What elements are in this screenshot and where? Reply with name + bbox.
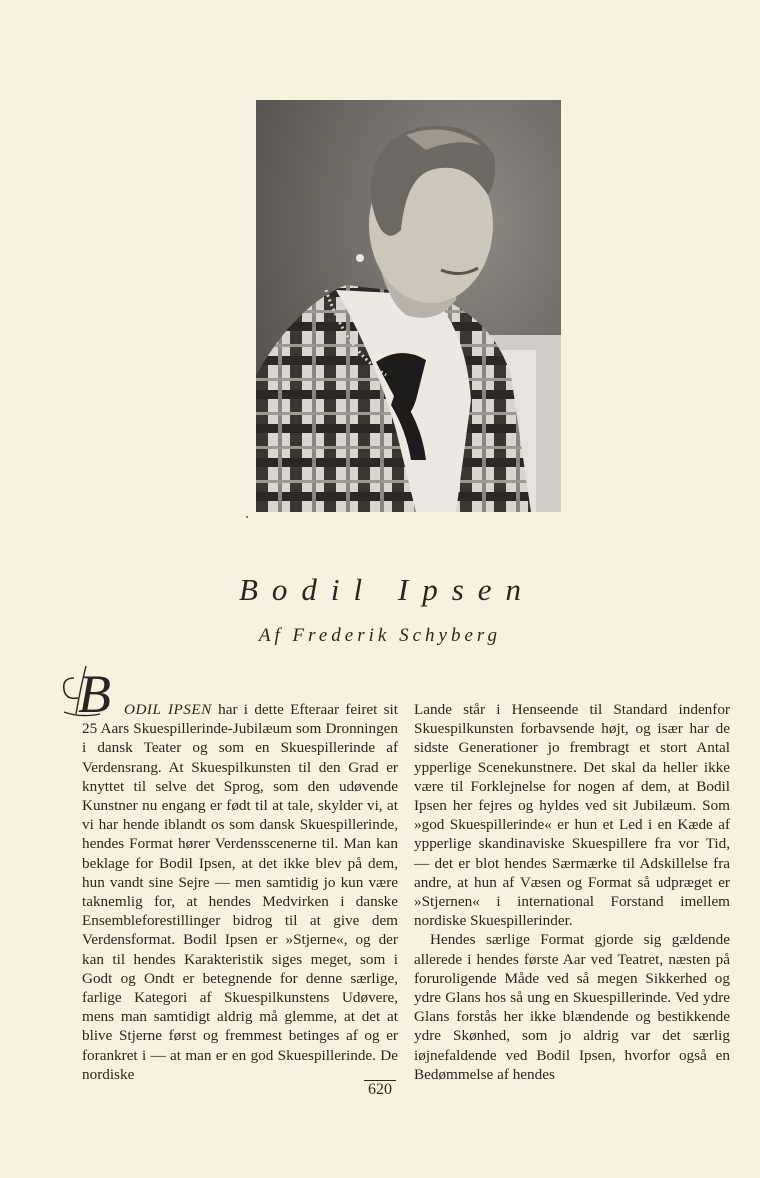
right-paragraph-2: Hendes særlige Format gjorde sig gældende allerede i hendes første Aar ved Teatret, næsten på foruroligende Måde ved så megen Sikkerhed og ydre Glans hos så ung en Skuespillerinde. Ved ydre Glans forstås her ikke blændende og bestikkende ydre Skønhed, som jo aldrig var det særlig iøjnefaldende ved Bodil Ipsen, hvorfor også en Bedømmelse af hendes: [414, 931, 730, 1083]
page-number: [0, 1080, 760, 1099]
drop-cap: [60, 660, 120, 718]
article-title: Bodil Ipsen: [238, 572, 536, 607]
lead-words: ODIL IPSEN: [124, 701, 212, 718]
left-column: [78, 664, 398, 1084]
right-column: [414, 700, 730, 1084]
portrait-photo: [256, 100, 561, 512]
drop-cap-letter: B: [78, 664, 111, 718]
body-paragraph: [78, 664, 398, 1084]
article-byline: Af Frederik Schyberg: [258, 625, 502, 646]
left-paragraph-text: har i dette Efteraar feiret sit 25 Aars Skuespillerinde-Jubilæum som Dronningen i dansk Teater og som en Skuespillerinde af Verdensrang. At Skuespilkunsten til den Grad er knyttet til selve det Sprog, som den udøvende Kunstner nu engang er født til at tale, skylder vi, at vi har hende iblandt os som dansk Skuespillerinde, hendes Format hører Verdensscenerne til. Man kan beklage for Bodil Ipsen, at det ikke blev på dem, hun vandt sine Sejre — men samtidig jo kun være taknemlig for, at hendes Medvirken i danske Ensembleforestillinger bidrog til at give dem Verdensformat. Bodil Ipsen er »Stjerne«, og der kan til hendes Karakteristik siges meget, som i Godt og Ondt er betegnende for denne særlige, farlige Kategori af Skuespilkunstens Udøvere, mens man samtidigt aldrig må glemme, at det at blive Stjerne først og fremmest betinges af og er forankret i — at man er en god Skuespillerinde. De nordiske: [82, 701, 398, 1083]
print-speck: [246, 516, 248, 518]
right-paragraph-1: Lande står i Henseende til Standard indenfor Skuespilkunsten forbavsende højt, og især har de sidste Generationer jo frembragt et stort Antal ypperlige Scenekunstnere. Det skal da heller ikke være til Forklejnelse for nogen af dem, at Bodil Ipsen her fejres og hyldes ved sit Jubilæum. Som »god Skuespillerinde« er hun et Led i en Kæde af ypperlige skandinaviske Skuespillere fra vor Tid, — det er blot hendes Særmærke til Adskillelse fra andre, at hun af Væsen og Format så udpræget er »Stjernen« i international Forstand imellem nordiske Skuespillerinder.: [414, 701, 730, 930]
page-number-text: 620: [364, 1080, 396, 1099]
